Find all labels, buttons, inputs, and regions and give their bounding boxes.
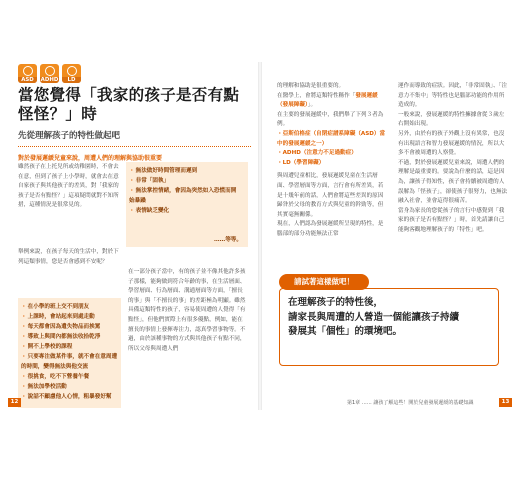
paragraph: 在主要的發展遲緩中，我們舉了下列３者為例。 xyxy=(277,111,384,128)
concern-list-b xyxy=(18,298,121,406)
concern-list-a xyxy=(126,162,248,220)
callout-line: 發展其「個性」的環境吧。 xyxy=(288,326,403,337)
intro-text xyxy=(18,163,121,211)
section-heading: 對於發展遲緩兒童來說，周遭人們的理解與協助很重要 xyxy=(18,155,163,162)
list-item: ・導致上與間內都無法收拾乾淨 xyxy=(21,334,101,340)
badge-asd xyxy=(18,64,37,83)
intro-text-2 xyxy=(18,248,121,267)
list-item: ・非常「固執」 xyxy=(129,178,170,184)
left-page xyxy=(6,62,253,410)
divider xyxy=(18,146,251,147)
list-item: ・在小學的班上交不到朋友 xyxy=(21,304,90,310)
disorder-list xyxy=(277,130,387,168)
title-line-1: 當您覺得「我家的孩子是否有點 xyxy=(18,86,240,104)
paragraph: 現在，人們認為發展遲緩所呈現的特性，是腦部的部分功能無法正常 xyxy=(277,221,384,237)
paragraph: 與周遭兒童相比，發展遲緩兒童在生活層面、學習層面等方面，言行會有所差異，若是十幾年前的話，人們會將這些差異的原因歸咎於父母的教育方式與兒童的幹勁等，但其實毫無關係。 xyxy=(277,173,384,218)
etc-text: ……等等。 xyxy=(214,237,242,243)
paragraph: 舉例來說，在孩子每天的生活中，對於下列這類事情，您是否會感到不安呢？ xyxy=(18,249,119,265)
list-item: ・每天都會因為遺失物品而挨罵 xyxy=(21,324,101,330)
category-badges xyxy=(18,64,81,83)
list-item: ・只要專注做某件事，就不會在意周遭的時間，變得無法與他交流 xyxy=(21,354,118,370)
paragraph: 雖然孩子在上托兒所或幼稚園時，不會去在意，但到了孩子上小學時，就會去在意自家孩子與其他孩子的差異，對「我家的孩子是否有點怪？」這項疑問就對不知所措，這種情況是很常見的。 xyxy=(18,164,119,209)
badge-label: ADHD xyxy=(40,77,59,83)
highlight-box-top xyxy=(126,162,248,247)
face-icon xyxy=(67,66,77,76)
list-item: ・表情缺乏變化 xyxy=(129,208,170,214)
body-text xyxy=(128,268,246,354)
paragraph: 的理解和協助是很重要的。 xyxy=(277,83,345,89)
page-title xyxy=(18,86,250,124)
paragraph: 當身為家長的您從孩子的言行中感覺到「我家的孩子是否有點怪？」時，首先請讓自己能夠客觀地理解孩子的「特性」吧。 xyxy=(398,207,505,233)
list-item: ・很挑食，吃不下營養午餐 xyxy=(21,374,90,380)
face-icon xyxy=(45,66,55,76)
paragraph: 另外，由於有的孩子外觀上沒有異常，也沒有出現語言和智力發展遲緩的情況，所以大多不會被周遭的人察覺。 xyxy=(398,130,505,157)
right-page xyxy=(267,62,514,410)
badge-adhd xyxy=(40,64,59,83)
term-highlight: 發展遲緩（發展障礙） xyxy=(277,92,378,109)
paragraph: 在一部分孩子當中，有的孩子並不像其他許多孩子那樣，能夠做到符合年齡的事，在生活層面、學習層面、行為層面、溝通層面等方面，「擅長的事」與「不擅長的事」的差距極為明顯。雖然具備這類特性的孩子，容易使周遭的人覺得「有點怪」，但他們實際上有很多優點，例如，能在擅長的事情上發揮專注力，認真學習事物等。不過，由於該種事物的方式與其他孩子有點不同，所以父母與周遭人們 xyxy=(128,269,246,352)
paragraph: 一般來說，發展遲緩的特性擁據會從３歲左右開始出現。 xyxy=(398,111,505,128)
list-item: ・LD（學習障礙） xyxy=(277,159,325,166)
badge-label: LD xyxy=(62,77,81,83)
right-column-1 xyxy=(277,82,387,240)
face-icon xyxy=(23,66,33,76)
title-line-2: 怪怪？」時 xyxy=(18,105,98,123)
tip-callout xyxy=(279,288,499,366)
book-gutter xyxy=(258,62,262,410)
list-item: ・開不上學校的課程 xyxy=(21,344,73,350)
paragraph: 不過，對於發展遲緩兒童來說，周遭人們的理解是最重要的。要說為什麼的話，這是因為，讓孩子得知性，孩子會持續被周遭的人誤解為「怪孩子」，卻使孩子很努力，也無法融入社會，並會這得很痛苦。 xyxy=(398,159,508,205)
try-this-label: 請試著這樣做吧！ xyxy=(279,274,369,290)
chapter-footer: 第1章 …… 讓孩了解這些！開於兒童發展遲緩的基礎知識 xyxy=(347,400,474,406)
page-subtitle: 先從理解孩子的特性做起吧 xyxy=(18,131,121,141)
list-item: ・無法加學校活動 xyxy=(21,384,67,390)
highlight-box-bottom xyxy=(18,298,121,408)
callout-line: 請家長與周遭的人營造一個能讓孩子持續 xyxy=(288,311,460,323)
list-item: ・說話不顧慮他人心情，粗暴發好幫 xyxy=(21,394,112,400)
right-column-2 xyxy=(398,82,508,236)
page-number: 13 xyxy=(499,398,512,407)
callout-line: 在理解孩子的特性後， xyxy=(288,297,384,308)
badge-ld xyxy=(62,64,81,83)
list-item: ・無法做好時間管理而遲到 xyxy=(129,168,198,174)
list-item: ・上課時，會站起來到處走動 xyxy=(21,314,95,320)
list-item: ・亞斯伯格症（自閉症譜系障礙（ASD）當中的發展遲緩之一） xyxy=(277,130,386,147)
paragraph: 在醫學上，會將這類特性稱作「發展遲緩（發展障礙）」。 xyxy=(277,92,378,109)
badge-label: ASD xyxy=(18,77,37,83)
list-item: ・無法掌控情緒，會因為突然如入恐慌而開始暴躁 xyxy=(129,188,237,204)
paragraph: 運作而導致的症狀。因此，「非常固執」、「注意力不集中」等特性也是腦部功能的作用所造成的。 xyxy=(398,83,508,109)
list-item: ・ADHD（注意力不足過動症） xyxy=(277,150,357,157)
page-number: 12 xyxy=(8,398,21,407)
